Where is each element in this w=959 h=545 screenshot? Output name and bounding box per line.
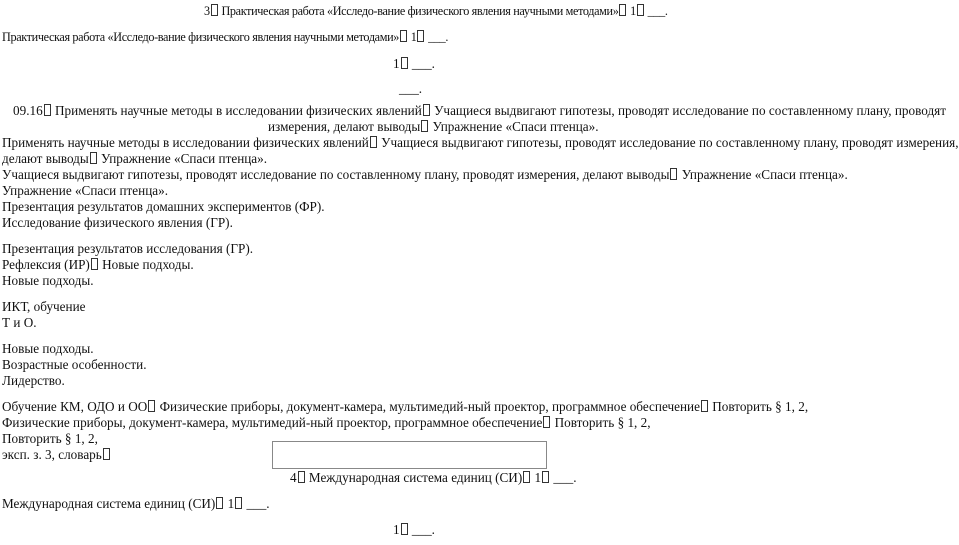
activity-name: Упражнение «Спаси птенца».: [101, 151, 268, 166]
missing-glyph-box: [216, 497, 223, 509]
missing-glyph-box: [670, 168, 677, 180]
date-row: [399, 81, 422, 97]
learning-objective: Применять научные методы в исследовании физических явлений: [2, 135, 369, 150]
lesson-4-header: [290, 470, 576, 486]
learning-objective: Применять научные методы в исследовании физических явлений: [54, 103, 422, 118]
lesson-number: 3: [204, 4, 210, 18]
homework: Повторить § 1, 2,: [554, 415, 651, 430]
hours-row: [393, 56, 435, 72]
missing-glyph-box: [701, 400, 708, 412]
missing-glyph-box: [542, 471, 549, 483]
date-blank: ___.: [647, 4, 668, 18]
missing-glyph-box: [90, 152, 97, 164]
hours-count: 1: [630, 4, 636, 18]
success-criteria: Учащиеся выдвигают гипотезы, проводят исследование по составленному плану, проводят измерения, делают выводы: [2, 167, 670, 182]
missing-glyph-box: [523, 471, 530, 483]
hours-count: 1: [410, 30, 417, 44]
objective-text-cont: [2, 151, 267, 167]
hours-row: [393, 522, 435, 538]
success-criteria: измерения, делают выводы: [268, 119, 421, 134]
lesson-number: 4: [290, 470, 297, 485]
activity-item: Исследование физического явления (ГР).: [2, 215, 233, 230]
objective-text: [2, 135, 959, 151]
approach-item: Новые подходы.: [2, 341, 94, 356]
homework: эксп. з. 3, словарь: [2, 447, 102, 462]
date-blank: ___.: [428, 30, 449, 44]
hours-count: 1: [227, 496, 235, 511]
lesson-title: Практическая работа «Исследо-вание физического явления научными методами»: [2, 30, 400, 44]
lesson-title: Международная система единиц (СИ): [2, 496, 216, 511]
missing-glyph-box: [417, 30, 424, 42]
missing-glyph-box: [148, 400, 155, 412]
missing-glyph-box: [235, 497, 242, 509]
hours-count: 1: [393, 522, 400, 537]
homework-extra: [2, 447, 111, 463]
activity-name: Упражнение «Спаси птенца».: [2, 183, 169, 198]
activity-item: Презентация результатов исследования (ГР).: [2, 241, 254, 256]
missing-glyph-box: [44, 104, 51, 116]
homework: Повторить § 1, 2,: [712, 399, 809, 414]
date-blank: ___.: [399, 81, 423, 96]
activity-name: Упражнение «Спаси птенца».: [681, 167, 848, 182]
missing-glyph-box: [91, 258, 98, 270]
approach-item: Новые подходы.: [102, 257, 194, 272]
objective-code: 09.16: [13, 103, 43, 118]
approach-item: Т и О.: [2, 315, 37, 330]
success-criteria: Учащиеся выдвигают гипотезы, проводят исследование по составленному плану, проводят измерения,: [381, 135, 959, 150]
date-blank: ___.: [411, 56, 435, 71]
missing-glyph-box: [298, 471, 305, 483]
activity-item: Презентация результатов домашних экспериментов (ФР).: [2, 199, 325, 214]
success-criteria: Учащиеся выдвигают гипотезы, проводят исследование по составленному плану, проводят: [434, 103, 947, 118]
date-blank: ___.: [246, 496, 270, 511]
missing-glyph-box: [370, 136, 377, 148]
approach-item: Новые подходы.: [2, 273, 94, 288]
missing-glyph-box: [103, 448, 110, 460]
missing-glyph-box: [543, 416, 550, 428]
date-blank: ___.: [553, 470, 577, 485]
lesson-4-title-row: [2, 496, 270, 512]
lesson-title-row: [2, 29, 448, 45]
activity-name: Упражнение «Спаси птенца».: [432, 119, 599, 134]
date-blank: ___.: [411, 522, 435, 537]
reflection-row: [2, 257, 194, 273]
missing-glyph-box: [637, 4, 644, 16]
activity-item: Рефлексия (ИР): [2, 257, 90, 272]
lesson-3-header: [204, 3, 668, 19]
missing-glyph-box: [211, 4, 218, 16]
resources-row: [2, 399, 808, 415]
resources-list: Физические приборы, документ-камера, мультимедий-ный проектор, программное обеспечение: [2, 415, 543, 430]
missing-glyph-box: [401, 57, 408, 69]
objective-row: [13, 103, 946, 119]
homework: Повторить § 1, 2,: [2, 431, 98, 446]
approach-item: ИКТ, обучение: [2, 299, 86, 314]
missing-glyph-box: [423, 104, 430, 116]
lesson-title: Международная система единиц (СИ): [308, 470, 523, 485]
missing-glyph-box: [421, 120, 428, 132]
resources-list: Физические приборы, документ-камера, мультимедий-ный проектор, программное обеспечение: [159, 399, 700, 414]
missing-glyph-box: [401, 523, 408, 535]
empty-table-cell: [272, 441, 547, 469]
missing-glyph-box: [400, 30, 407, 42]
lesson-title: Практическая работа «Исследо-вание физического явления научными методами»: [221, 4, 619, 18]
approach-item: Лидерство.: [2, 373, 65, 388]
approach-item: Возрастные особенности.: [2, 357, 147, 372]
objective-row-cont: [268, 119, 599, 135]
success-criteria: делают выводы: [2, 151, 89, 166]
approach-item: Обучение КМ, ОДО и ОО: [2, 399, 148, 414]
hours-count: 1: [534, 470, 542, 485]
resources-text: [2, 415, 651, 431]
hours-count: 1: [393, 56, 400, 71]
criteria-text: [2, 167, 848, 183]
missing-glyph-box: [619, 4, 626, 16]
